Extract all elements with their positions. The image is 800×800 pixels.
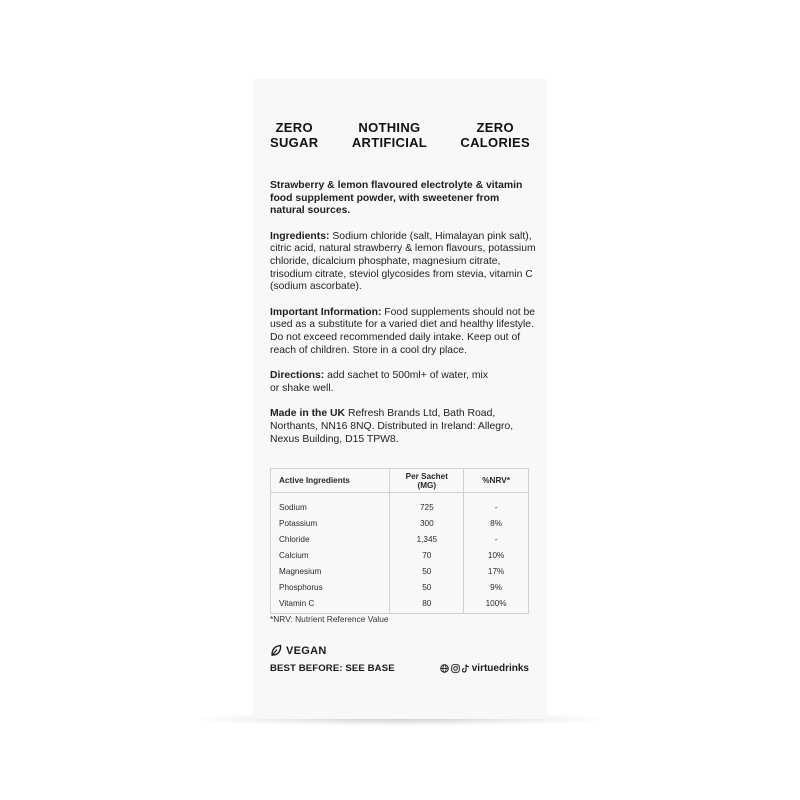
nutrition-table	[270, 468, 529, 614]
label-text	[270, 180, 536, 459]
table-cell: 80	[390, 595, 464, 614]
table-cell: Vitamin C	[271, 595, 390, 614]
table-cell: -	[464, 531, 529, 547]
table-cell: 9%	[464, 579, 529, 595]
table-row	[271, 547, 529, 563]
table-cell: Sodium	[271, 493, 390, 516]
directions-paragraph	[270, 370, 536, 395]
table-cell: Phosphorus	[271, 579, 390, 595]
table-row	[271, 579, 529, 595]
table-cell: 8%	[464, 515, 529, 531]
globe-icon	[440, 664, 449, 673]
table-cell: Chloride	[271, 531, 390, 547]
claim-nothing-artificial: NOTHING ARTIFICIAL	[351, 120, 428, 150]
claim-zero-sugar: ZERO SUGAR	[270, 120, 319, 150]
table-row	[271, 493, 529, 516]
ingredients-label: Ingredients:	[270, 230, 330, 242]
table-cell: 70	[390, 547, 464, 563]
table-cell: 300	[390, 515, 464, 531]
table-header: %NRV*	[464, 469, 529, 493]
important-info-text: Food supplements should not be used as a substitute for a varied diet and healthy lifestyle. Do not exceed recommended daily intake. Keep out of reach of children. Store in a cool dry place.	[270, 306, 536, 356]
table-cell: Potassium	[271, 515, 390, 531]
made-in-label: Made in the UK	[270, 408, 346, 420]
ingredients-paragraph	[270, 231, 536, 294]
nrv-footnote: *NRV: Nutrient Reference Value	[270, 614, 389, 624]
table-row	[271, 595, 529, 614]
vegan-badge	[270, 644, 327, 657]
table-cell: 10%	[464, 547, 529, 563]
table-cell: 100%	[464, 595, 529, 614]
made-in-text: Refresh Brands Ltd, Bath Road, Northants, NN16 8NQ. Distributed in Ireland: Allegro, Nexus Building, D15 TPW8.	[270, 408, 514, 445]
important-info-label: Important Information:	[270, 306, 382, 318]
claims-row	[254, 120, 546, 150]
table-row	[271, 531, 529, 547]
social-handle	[440, 663, 529, 674]
table-header-row	[271, 469, 529, 493]
claim-zero-calories: ZERO CALORIES	[460, 120, 530, 150]
tiktok-icon	[462, 664, 470, 673]
leaf-icon	[270, 644, 282, 657]
directions-label: Directions:	[270, 370, 325, 382]
table-cell: 50	[390, 579, 464, 595]
table-row	[271, 563, 529, 579]
product-box-back-panel	[254, 79, 546, 719]
vegan-label: VEGAN	[286, 644, 327, 657]
table-header: Active Ingredients	[271, 469, 390, 493]
table-header: Per Sachet (MG)	[390, 469, 464, 493]
instagram-icon	[451, 664, 460, 673]
table-cell: Calcium	[271, 547, 390, 563]
directions-text: add sachet to 500ml+ of water, mix or shake well.	[270, 370, 489, 394]
table-cell: 725	[390, 493, 464, 516]
table-cell: 50	[390, 563, 464, 579]
table-cell: -	[464, 493, 529, 516]
table-cell: 1,345	[390, 531, 464, 547]
important-info-paragraph	[270, 307, 536, 357]
social-handle-text: virtuedrinks	[471, 663, 529, 674]
ingredients-text: Sodium chloride (salt, Himalayan pink salt), citric acid, natural strawberry & lemon flavours, potassium chloride, dicalcium phosphate, magnesium citrate, trisodium citrate, steviol glycosides from stevia, vitamin C (sodium ascorbate).	[270, 230, 536, 293]
product-description: Strawberry & lemon flavoured electrolyte & vitamin food supplement powder, with sweetener from natural sources.	[270, 180, 523, 217]
table-cell: Magnesium	[271, 563, 390, 579]
table-row	[271, 515, 529, 531]
best-before: BEST BEFORE: SEE BASE	[270, 663, 395, 674]
table-cell: 17%	[464, 563, 529, 579]
made-in-paragraph	[270, 408, 536, 446]
